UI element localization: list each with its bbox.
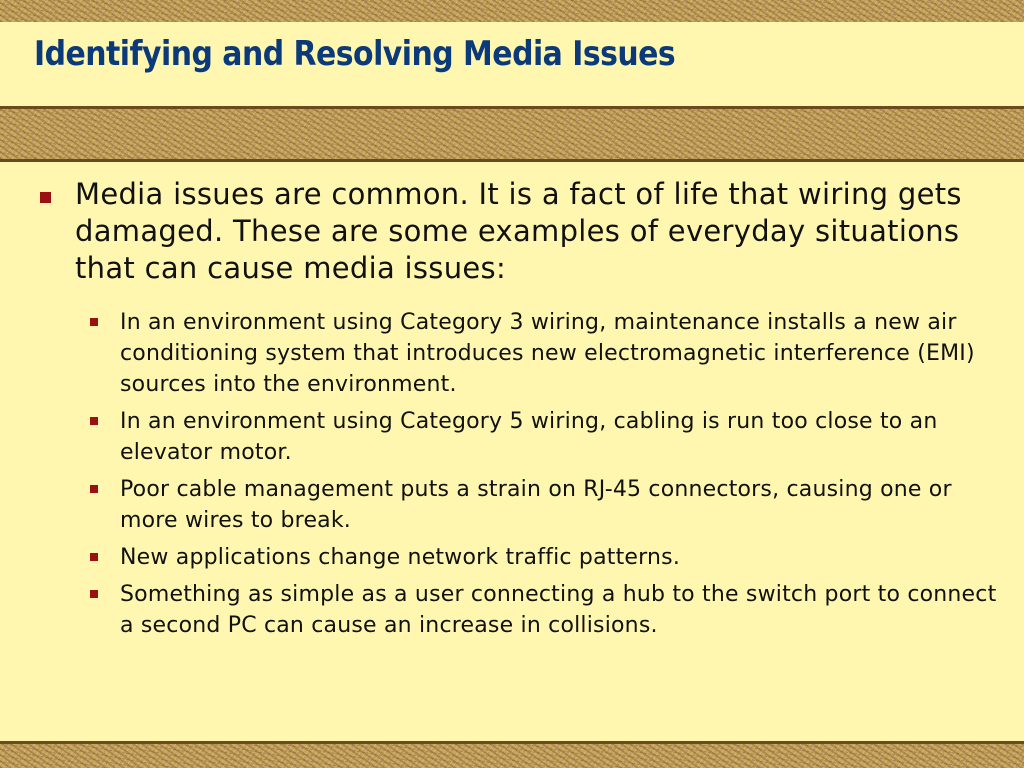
bullet-square-icon — [90, 590, 98, 598]
bottom-texture-strip — [0, 741, 1024, 768]
decorative-texture-band — [0, 106, 1024, 162]
sub-bullet-text: In an environment using Category 5 wiring, cabling is run too close to an elevator motor. — [120, 409, 938, 465]
sub-bullet-item — [0, 406, 1024, 468]
main-bullet-text: Media issues are common. It is a fact of life that wiring gets damaged. These are some examples of everyday situations that can cause media issues: — [75, 177, 962, 285]
sub-bullet-text: In an environment using Category 3 wiring, maintenance installs a new air conditioning system that introduces new electromagnetic interference (EMI) sources into the environment. — [120, 310, 975, 397]
sub-bullet-text: Poor cable management puts a strain on RJ-45 connectors, causing one or more wires to break. — [120, 477, 952, 533]
bullet-square-icon — [90, 485, 98, 493]
sub-bullet-item — [0, 542, 1024, 573]
top-texture-strip — [0, 0, 1024, 22]
slide-title: Identifying and Resolving Media Issues — [34, 34, 676, 74]
bullet-square-icon — [40, 192, 51, 203]
sub-bullet-item — [0, 474, 1024, 536]
sub-bullet-text: Something as simple as a user connecting a hub to the switch port to connect a second PC can cause an increase in collisions. — [120, 582, 997, 638]
title-area — [0, 22, 1024, 106]
bullet-square-icon — [90, 417, 98, 425]
sub-bullet-text: New applications change network traffic patterns. — [120, 545, 681, 570]
sub-bullet-item — [0, 307, 1024, 400]
sub-bullet-list — [0, 307, 1024, 647]
sub-bullet-item — [0, 579, 1024, 641]
bullet-square-icon — [90, 553, 98, 561]
bullet-square-icon — [90, 318, 98, 326]
